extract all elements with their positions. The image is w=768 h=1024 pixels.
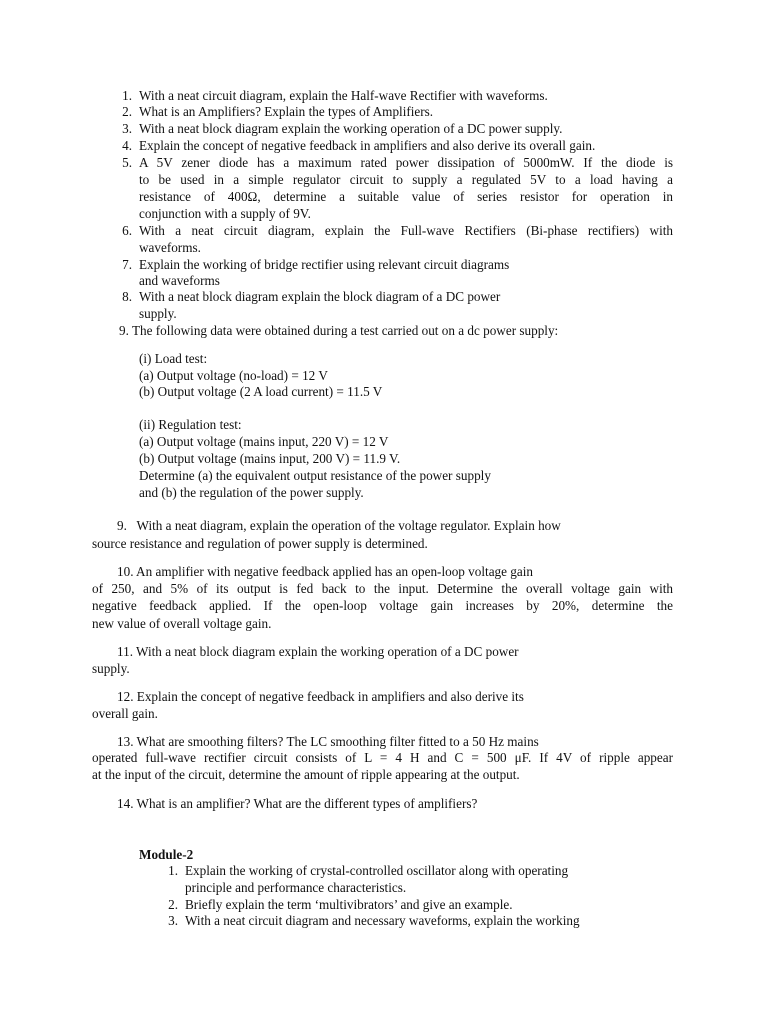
question-text: What is an Amplifiers? Explain the types of Amplifiers. <box>139 104 434 119</box>
question-text: Explain the concept of negative feedback in amplifiers and also derive its overall gain. <box>139 138 596 153</box>
question-text: With a neat circuit diagram and necessary waveforms, explain the working <box>185 913 580 928</box>
paragraph-line: negative feedback applied. If the open-loop voltage gain increases by 20%, determine the <box>92 598 673 613</box>
list-number: 4. <box>122 138 132 153</box>
test-line: (a) Output voltage (mains input, 220 V) = 12 V <box>139 434 389 449</box>
question-text: conjunction with a supply of 9V. <box>139 206 311 221</box>
list-number: 7. <box>122 257 132 272</box>
question-text: waveforms. <box>139 240 201 255</box>
list-number: 2. <box>168 897 178 912</box>
test-line: (b) Output voltage (2 A load current) = 11.5 V <box>139 384 383 399</box>
test-line: (ii) Regulation test: <box>139 417 242 432</box>
paragraph-line: 9. With a neat diagram, explain the operation of the voltage regulator. Explain how <box>117 518 561 533</box>
list-number: 6. <box>122 223 132 238</box>
test-line: (b) Output voltage (mains input, 200 V) = 11.9 V. <box>139 451 401 466</box>
list-number: 3. <box>122 121 132 136</box>
question-text: A 5V zener diode has a maximum rated power dissipation of 5000mW. If the diode is <box>139 155 673 170</box>
list-number: 1. <box>122 88 132 103</box>
question-text: supply. <box>139 306 177 321</box>
paragraph-line: at the input of the circuit, determine the amount of ripple appearing at the output. <box>92 767 520 782</box>
list-number: 3. <box>168 913 178 928</box>
paragraph-line: 14. What is an amplifier? What are the different types of amplifiers? <box>117 796 478 811</box>
question-text: Explain the working of bridge rectifier using relevant circuit diagrams <box>139 257 510 272</box>
test-line: (i) Load test: <box>139 351 208 366</box>
question-text: and waveforms <box>139 273 220 288</box>
question-text: Briefly explain the term ‘multivibrators’ and give an example. <box>185 897 513 912</box>
question-text: Explain the working of crystal-controlled oscillator along with operating <box>185 863 569 878</box>
question-text: With a neat circuit diagram, explain the Full-wave Rectifiers (Bi-phase rectifiers) with <box>139 223 673 238</box>
question-text: to be used in a simple regulator circuit to supply a regulated 5V to a load having a <box>139 172 673 187</box>
paragraph-line: 12. Explain the concept of negative feedback in amplifiers and also derive its <box>117 689 524 704</box>
paragraph-line: 13. What are smoothing filters? The LC smoothing filter fitted to a 50 Hz mains <box>117 734 539 749</box>
test-line: (a) Output voltage (no-load) = 12 V <box>139 368 328 383</box>
list-number: 8. <box>122 289 132 304</box>
question-text: With a neat block diagram explain the working operation of a DC power supply. <box>139 121 563 136</box>
paragraph-line: 10. An amplifier with negative feedback applied has an open-loop voltage gain <box>117 564 534 579</box>
question-text: With a neat circuit diagram, explain the Half-wave Rectifier with waveforms. <box>139 88 548 103</box>
paragraph-line: 11. With a neat block diagram explain the working operation of a DC power <box>117 644 519 659</box>
test-line: Determine (a) the equivalent output resistance of the power supply <box>139 468 491 483</box>
list-number: 1. <box>168 863 178 878</box>
paragraph-line: source resistance and regulation of power supply is determined. <box>92 536 428 551</box>
paragraph-line: supply. <box>92 661 130 676</box>
question-header: 9. The following data were obtained during a test carried out on a dc power supply: <box>119 323 559 338</box>
paragraph-line: new value of overall voltage gain. <box>92 616 272 631</box>
list-number: 5. <box>122 155 132 170</box>
section-heading: Module-2 <box>139 847 194 862</box>
paragraph-line: operated full-wave rectifier circuit consists of L = 4 H and C = 500 μF. If 4V of ripple appear <box>92 750 673 765</box>
question-text: With a neat block diagram explain the block diagram of a DC power <box>139 289 501 304</box>
question-text: principle and performance characteristics. <box>185 880 407 895</box>
list-number: 2. <box>122 104 132 119</box>
paragraph-line: overall gain. <box>92 706 158 721</box>
question-text: resistance of 400Ω, determine a suitable value of series resistor for operation in <box>139 189 673 204</box>
paragraph-line: of 250, and 5% of its output is fed back to the input. Determine the overall voltage gain with <box>92 581 673 596</box>
test-line: and (b) the regulation of the power supply. <box>139 485 364 500</box>
